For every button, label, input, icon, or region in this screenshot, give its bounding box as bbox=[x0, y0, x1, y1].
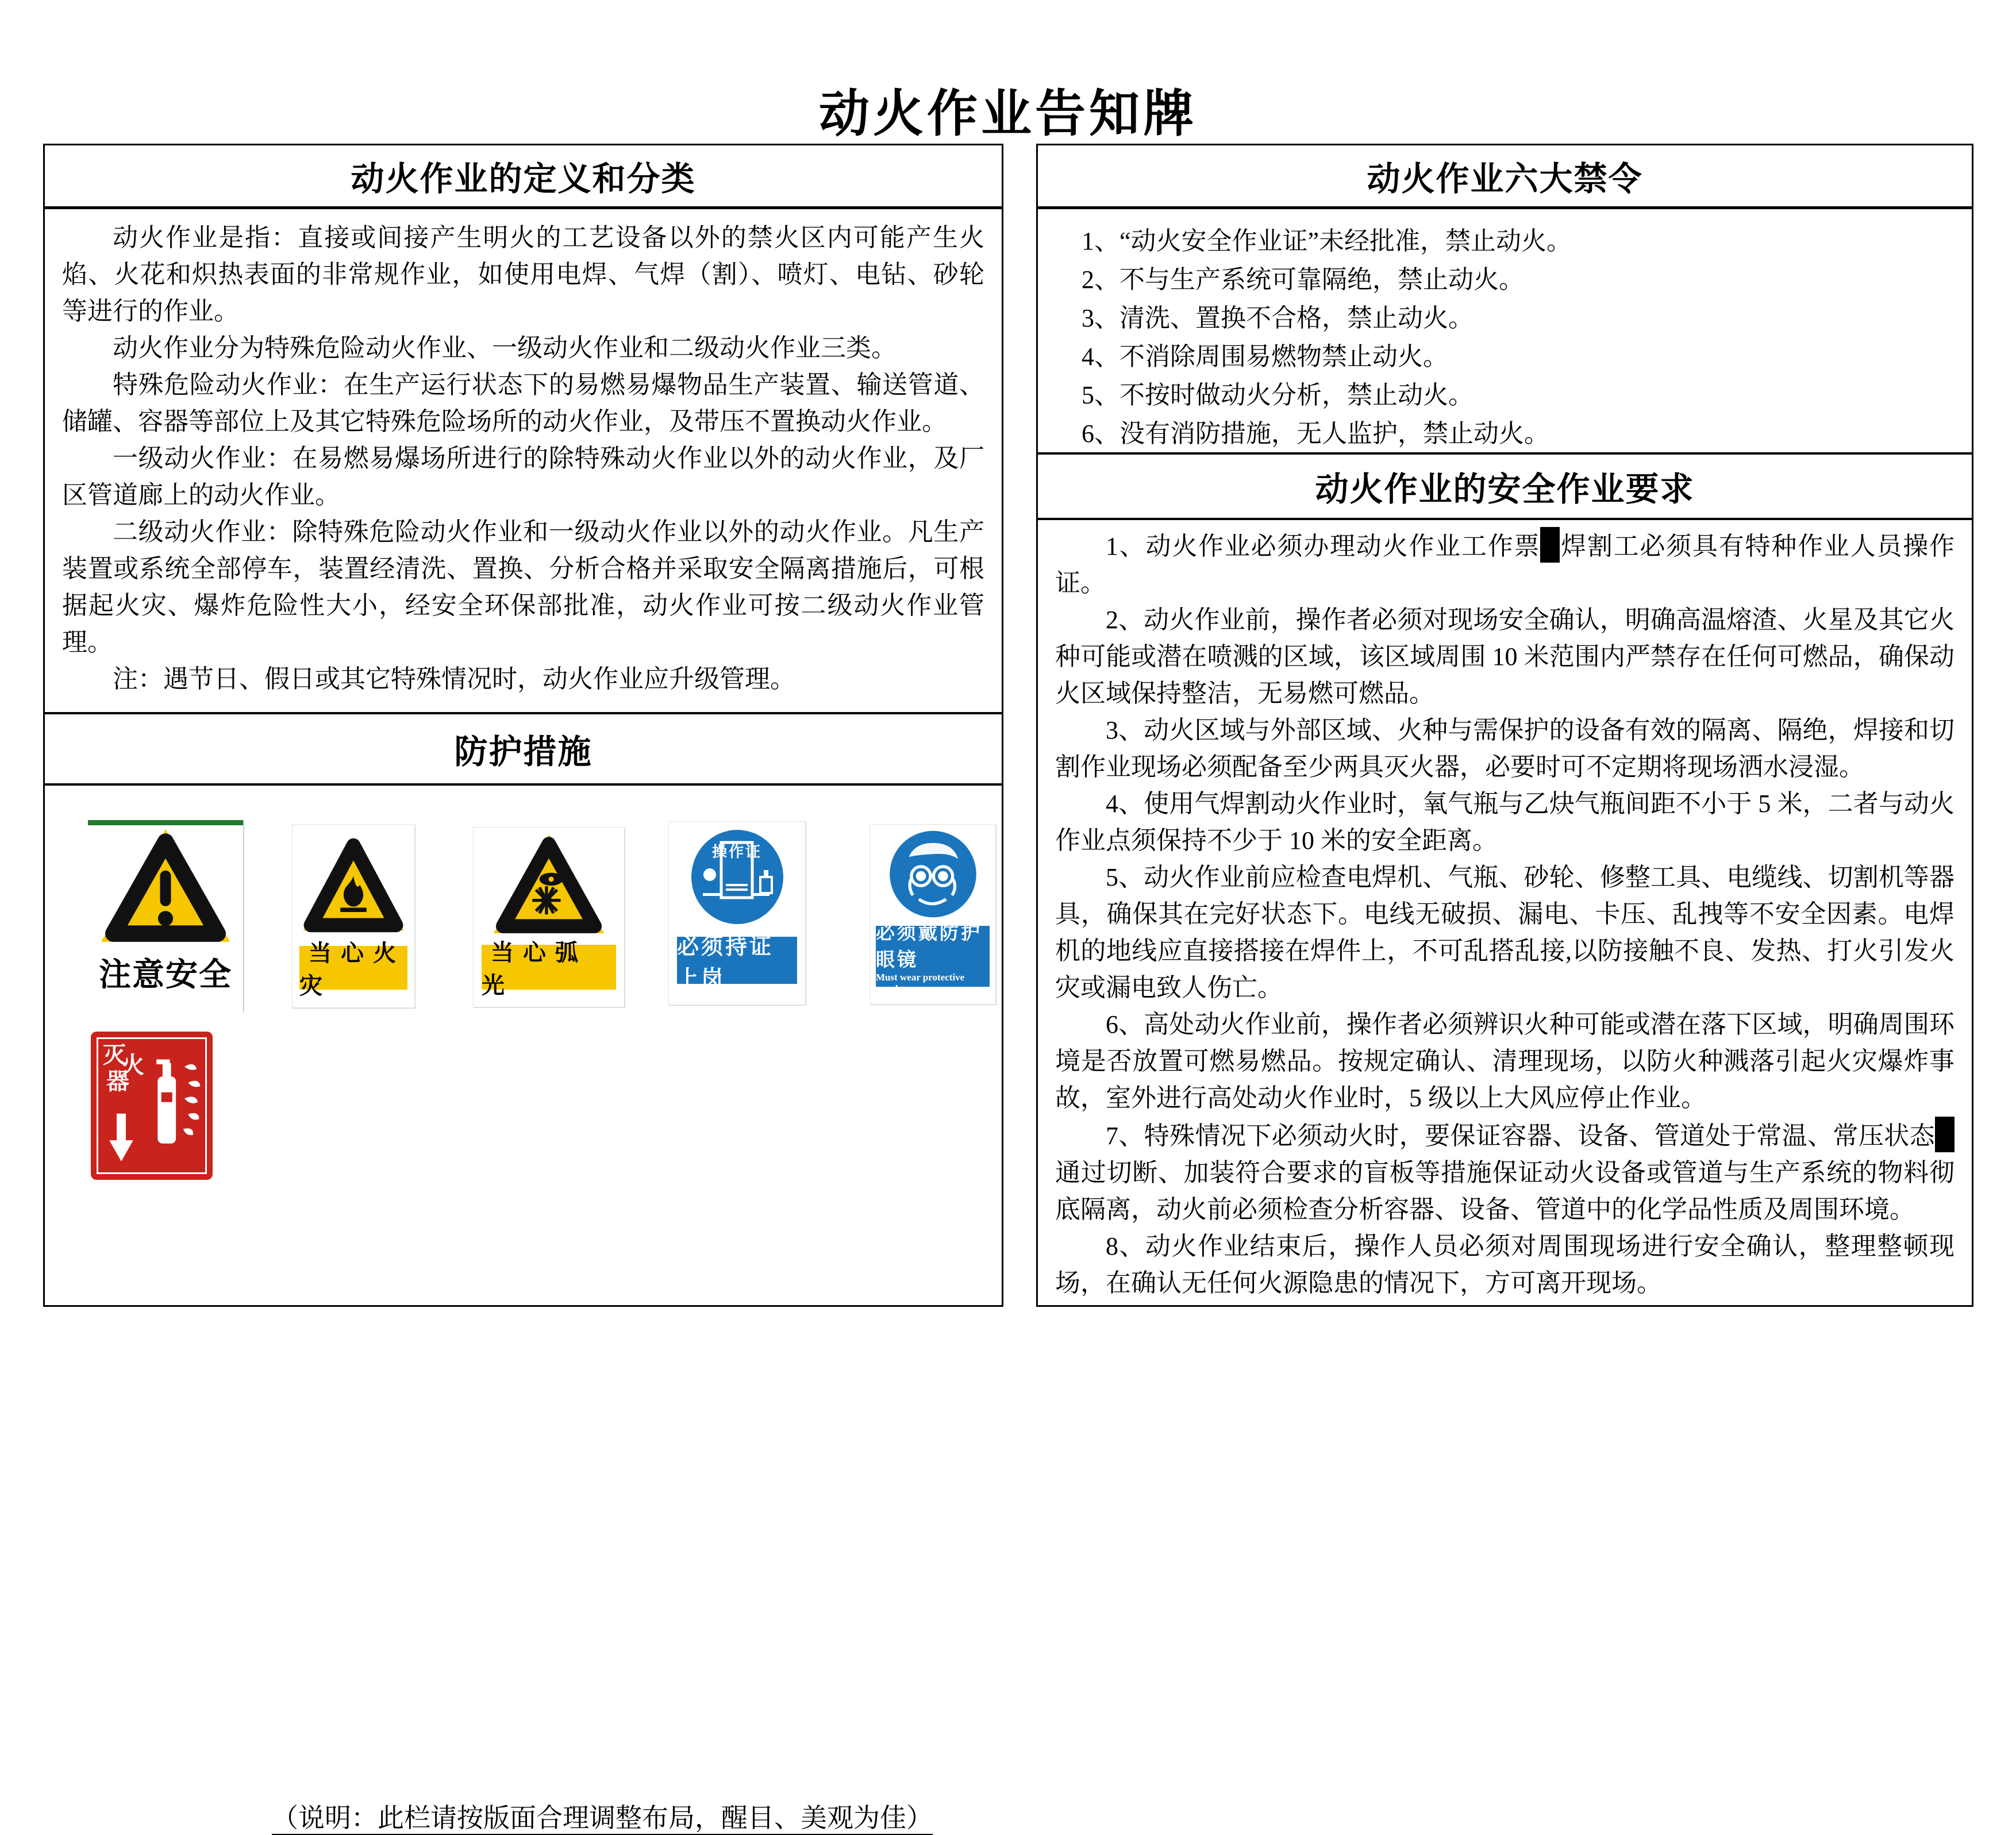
requirement-text: 焊割工必须具有特种作业人员操作证。 bbox=[1055, 532, 1955, 597]
page-title: 动火作业告知牌 bbox=[818, 87, 1197, 143]
sign-banner bbox=[482, 940, 616, 998]
sign-banner bbox=[299, 940, 407, 999]
prohibition-item: 2、不与生产系统可靠隔绝，禁止动火。 bbox=[1082, 266, 1524, 294]
down-arrow-icon bbox=[98, 1102, 144, 1172]
sign-label: 必须持证上岗 bbox=[677, 935, 774, 991]
sign-arc-warning bbox=[473, 827, 625, 1007]
prohibition-item: 6、没有消防措施，无人监护，禁止动火。 bbox=[1082, 420, 1549, 448]
requirement-paragraph: 4、使用气焊割动火作业时，氧气瓶与乙炔气瓶间距不小于 5 米，二者与动火作业点须保持不少于 10 米的安全距离。 bbox=[1055, 790, 1955, 855]
requirement-paragraph: 8、动火作业结束后，操作人员必须对周围现场进行安全确认，整理整顿现场，在确认无任何火源隐患的情况下，方可离开现场。 bbox=[1055, 1232, 1955, 1296]
sign-goggles-required bbox=[870, 824, 996, 1005]
prohibition-item: 4、不消除周围易燃物禁止动火。 bbox=[1082, 343, 1448, 371]
requirement-paragraph: 6、高处动火作业前，操作者必须辨识火种可能或潜在落下区域，明确周围环境是否放置可燃易燃品。按规定确认、清理现场，以防火种溅落引起火灾爆炸事故，室外进行高处动火作业时，5 级以上大风应停止作业。 bbox=[1055, 1010, 1955, 1112]
layout-note: （说明：此栏请按版面合理调整布局，醒目、美观为佳） bbox=[272, 1803, 933, 1833]
prohibition-item: 1、“动火安全作业证”未经批准，禁止动火。 bbox=[1082, 227, 1572, 255]
warning-triangle-exclamation-icon bbox=[97, 825, 234, 946]
green-divider bbox=[88, 820, 243, 825]
definition-paragraph: 动火作业分为特殊危险动火作业、一级动火作业和二级动火作业三类。 bbox=[113, 334, 897, 362]
right-table bbox=[1036, 144, 1973, 1307]
prohibitions-list bbox=[1038, 209, 1972, 452]
left-table bbox=[43, 144, 1003, 1833]
requirement-paragraph: 3、动火区域与外部区域、火种与需保护的设备有效的隔离、隔绝，焊接和切割作业现场必须配备至少两具灭火器，必要时可不定期将现场洒水浸湿。 bbox=[1055, 716, 1955, 781]
definition-paragraph: 动火作业是指：直接或间接产生明火的工艺设备以外的禁火区内可能产生火焰、火花和炽热表面的非常规作业，如使用电焊、气焊（割）、喷灯、电钻、砂轮等进行的作业。 bbox=[62, 224, 984, 325]
redaction-box bbox=[1540, 527, 1560, 563]
redaction-box bbox=[1935, 1117, 1955, 1152]
extinguisher-label-char: 火 bbox=[121, 1052, 144, 1078]
sign-label: 当心弧光 bbox=[482, 940, 587, 998]
sign-banner bbox=[677, 935, 797, 991]
protection-signs-area bbox=[45, 786, 1002, 1833]
fire-extinguisher-icon bbox=[97, 1037, 207, 1174]
requirement-text: 1、动火作业必须办理动火作业工作票 bbox=[1106, 532, 1541, 560]
arc-flash-warning-triangle-icon bbox=[486, 832, 612, 936]
sign-label: 注意安全 bbox=[99, 957, 232, 993]
requirement-paragraph: 5、动火作业前应检查电焊机、气瓶、砂轮、修整工具、电缆线、切割机等器具，确保其在完好状态下。电线无破损、漏电、卡压、乱拽等不安全因素。电焊机的地线应直接搭接在焊件上，不可乱搭乱接,以防接触不良、发热、打火引发火灾或漏电致人伤亡。 bbox=[1055, 863, 1955, 1002]
definition-paragraph: 一级动火作业：在易燃易爆场所进行的除特殊动火作业以外的动火作业，及厂区管道廊上的动火作业。 bbox=[62, 444, 984, 509]
certificate-badge-label: 操作证 bbox=[711, 844, 762, 860]
sign-fire-warning bbox=[292, 824, 415, 1008]
extinguisher-label-char: 灭 bbox=[103, 1042, 126, 1068]
definition-body bbox=[45, 209, 1002, 712]
sign-label: 当心火灾 bbox=[299, 940, 405, 999]
requirement-paragraph: 2、动火作业前，操作者必须对现场安全确认，明确高温熔渣、火星及其它火种可能或潜在喷溅的区域，该区域周围 10 米范围内严禁存在任何可燃品，确保动火区域保持整洁，无易燃可燃品。 bbox=[1055, 606, 1955, 707]
definition-section-header bbox=[45, 145, 1002, 209]
definition-section-title: 动火作业的定义和分类 bbox=[351, 160, 696, 198]
flame-warning-triangle-icon bbox=[299, 832, 408, 938]
definition-paragraph: 二级动火作业：除特殊危险动火作业和一级动火作业以外的动火作业。凡生产装置或系统全部停车，装置经清洗、置换、分析合格并采取安全隔离措施后，可根据起火灾、爆炸危险性大小，经安全环保部批准，动火作业可按二级动火作业管理。 bbox=[62, 518, 984, 656]
requirements-section-header bbox=[1038, 452, 1972, 520]
protection-section-title: 防护措施 bbox=[454, 733, 593, 771]
requirement-paragraph bbox=[1055, 527, 1955, 602]
requirement-paragraph bbox=[1055, 1117, 1955, 1228]
prohibition-item: 3、清洗、置换不合格，禁止动火。 bbox=[1082, 304, 1473, 332]
sign-certificate-required bbox=[668, 821, 806, 1005]
requirements-section-title: 动火作业的安全作业要求 bbox=[1315, 471, 1695, 508]
sign-label-english: Must wear protective goggles bbox=[876, 972, 965, 994]
protection-section-header bbox=[45, 712, 1002, 786]
extinguisher-pictogram bbox=[144, 1039, 205, 1172]
extinguisher-label-char: 器 bbox=[106, 1068, 129, 1094]
prohibition-item: 5、不按时做动火分析，禁止动火。 bbox=[1082, 381, 1473, 409]
definition-paragraph: 特殊危险动火作业：在生产运行状态下的易燃易爆物品生产装置、输送管道、储罐、容器等部位上及其它特殊危险场所的动火作业，及带压不置换动火作业。 bbox=[62, 371, 984, 436]
sign-label: 必须戴防护眼镜 bbox=[876, 923, 982, 971]
requirement-text: 通过切断、加装符合要求的盲板等措施保证动火设备或管道与生产系统的物料彻底隔离，动火前必须检查分析容器、设备、管道中的化学品性质及周围环境。 bbox=[1055, 1159, 1955, 1224]
prohibitions-section-title: 动火作业六大禁令 bbox=[1367, 160, 1643, 198]
sign-attention-safety bbox=[88, 820, 243, 1013]
prohibitions-section-header bbox=[1038, 145, 1972, 209]
sign-fire-extinguisher bbox=[91, 1032, 213, 1180]
requirement-text: 7、特殊情况下必须动火时，要保证容器、设备、管道处于常温、常压状态 bbox=[1106, 1122, 1935, 1150]
sign-banner bbox=[876, 923, 990, 994]
definition-paragraph: 注：遇节日、假日或其它特殊情况时，动火作业应升级管理。 bbox=[113, 665, 795, 693]
goggles-face-icon bbox=[883, 828, 983, 920]
requirements-body bbox=[1038, 520, 1972, 1296]
